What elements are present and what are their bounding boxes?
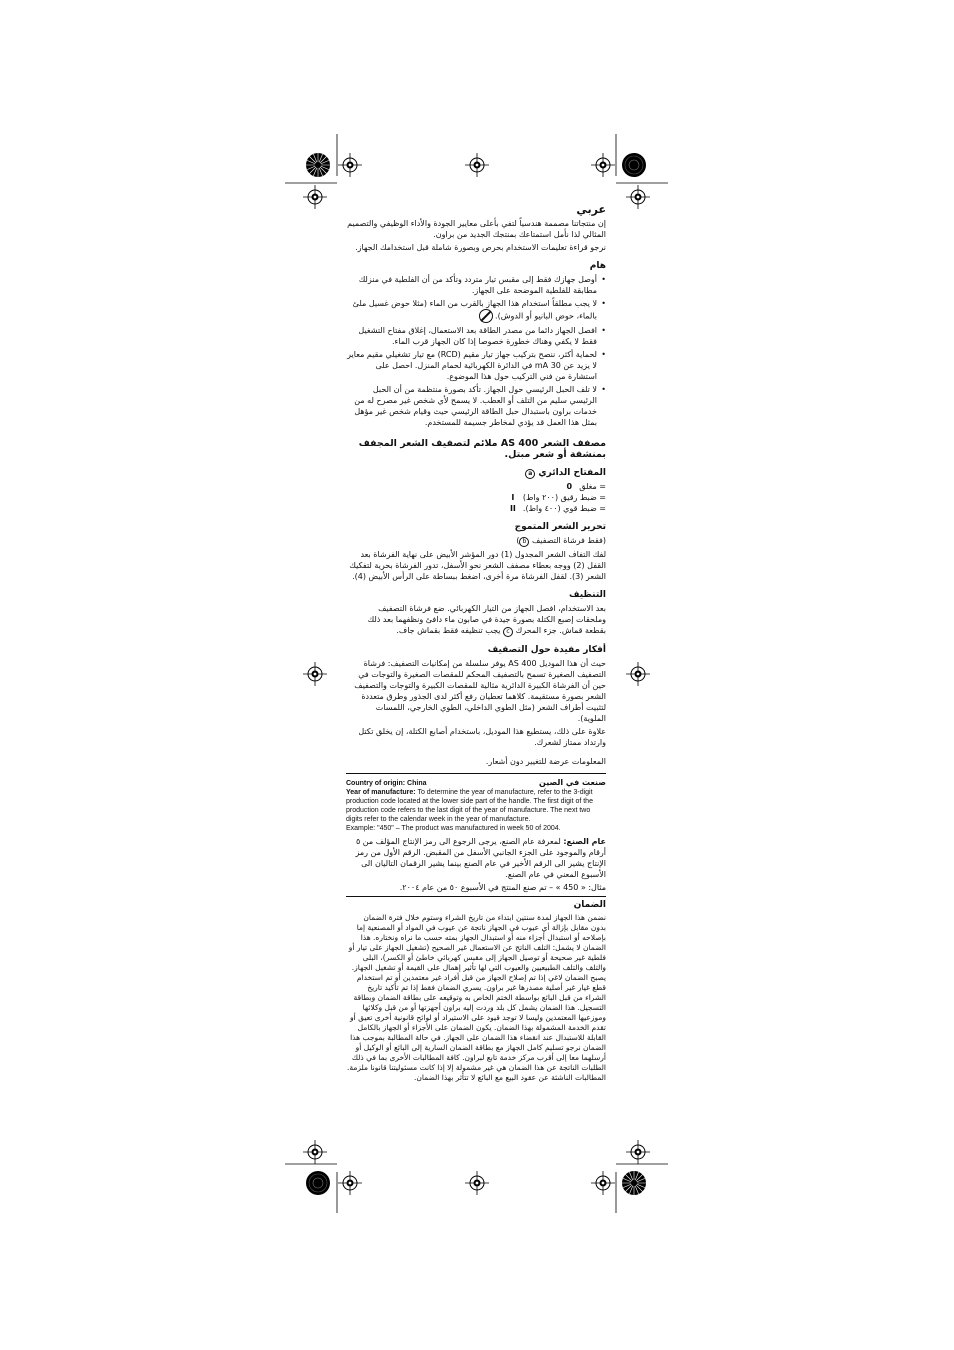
intro-paragraph-1: إن منتجاتنا مصممة هندسياً لتفي بأعلى معايير الجودة والأداء الوظيفي والتصميم المثالي لذا نأمل استمتاعك بمنتجك الجديد من براون. bbox=[347, 219, 606, 239]
year-ar-label: عام الصنع: bbox=[563, 837, 606, 846]
no-water-icon bbox=[479, 309, 493, 323]
tips-heading: أفكار مفيدة حول التصفيف bbox=[487, 645, 606, 655]
cleaning-text bbox=[346, 603, 606, 637]
switch-row bbox=[507, 503, 606, 514]
switch-text: = ضبط قوي (٤٠٠ واط). bbox=[522, 504, 606, 513]
origin-ar: صنعت في الصين bbox=[539, 778, 606, 787]
year-en-label: Year of manufacture: bbox=[346, 789, 416, 796]
release-subheading-text: (فقط فرشاة التصفيف bbox=[532, 536, 606, 545]
marker-a: a bbox=[525, 469, 535, 479]
origin-row bbox=[346, 777, 606, 788]
important-list bbox=[346, 274, 606, 428]
switch-symbol: II bbox=[509, 504, 516, 513]
switch-symbol: 0 bbox=[566, 482, 573, 491]
notice-text: المعلومات عرضة للتغيير دون أشعار. bbox=[485, 757, 606, 766]
switch-row bbox=[507, 492, 606, 503]
text-column bbox=[346, 204, 606, 1085]
year-ar bbox=[346, 836, 606, 880]
switch-heading-text: المفتاح الدائري bbox=[538, 468, 606, 478]
cleaning-heading: التنظيف bbox=[569, 590, 606, 600]
switch-text: = مغلق bbox=[579, 482, 606, 491]
year-ar-example: مثال: « 450 » – تم صنع المنتج في الأسبوع ٥٠ من عام ٢٠٠٤. bbox=[399, 883, 606, 892]
marker-c: c bbox=[503, 627, 513, 637]
important-item-text: لا يجب مطلقاً استخدام هذا الجهاز بالقرب من الماء (مثلا حوض غسيل ملئ بالماء، حوض البانيو أو الدوش). bbox=[352, 299, 597, 321]
intro-paragraph-2: نرجو قراءة تعليمات الاستخدام بحرص وبصورة شاملة قبل استخدامك الجهاز. bbox=[355, 243, 606, 252]
section-title: عربي bbox=[576, 203, 606, 216]
release-subheading-end: ) bbox=[516, 536, 520, 545]
important-item: • افصل الجهاز دائما من مصدر الطاقة بعد الاستعمال، إغلاق مفتاح التشغيل فقط لا يكفي وهناك خطورة خصوصا إذا كان الجهاز قرب الماء. bbox=[346, 325, 606, 347]
tips-text-1: حيث أن هذا الموديل AS 400 يوفر سلسلة من إمكانيات التصفيف: فرشاة التصفيف الصغيرة تسمح بالتصفيف المحكم للمقصات الصغيرة والتوجات في حين أن الفرشاة الكبيرة الدائرية مثالية للمقصات الكبيرة والتوجات والتصفيف الشعر بصورة مستقيمة. كلاهما تعطيان رفع أكثر لدى الجذور وطرق متعددة لتثبيت أطراف الشعر (مثل الطوي الداخلي، الطوي الخارجي، اللمسات الملوية). bbox=[354, 659, 606, 723]
important-item: • أوصل جهازك فقط إلى مقبس تيار متردد وتأكد من أن الفلطية في منزلك مطابقة للفلطية الموضحة على الجهاز. bbox=[346, 274, 606, 296]
switch-row bbox=[563, 481, 606, 492]
release-subheading bbox=[346, 535, 606, 547]
release-text: لفك التفاف الشعر المجدول (1) دور المؤشر الأبيض على نهاية الفرشاة بعد القفل (2) ووجه بعطاء مصفف الشعر نحو الأسفل، تدور الفرشاة بحرية لتفكيك الشعر (3). لقفل الفرشاة مرة أخرى، اضغط ببساطة على الرأس الأبيض (4). bbox=[349, 550, 606, 581]
marker-b: b bbox=[519, 537, 529, 547]
divider bbox=[346, 896, 606, 897]
switch-symbol: I bbox=[511, 493, 515, 502]
important-heading: هام bbox=[589, 261, 606, 271]
tips-text-2: علاوة على ذلك، يستطيع هذا الموديل، باستخدام أصابع الكتلة، إن يخلق تكتل وارتداد ممتاز لشعرك. bbox=[358, 727, 606, 747]
switch-heading bbox=[346, 468, 606, 479]
year-ar-text: لمعرفة عام الصنع، يرجى الرجوع الى رمز الإنتاج المؤلف من ٥ أرقام والموجود على الجزء الجانبي الأسفل من المقبض. الرقم الأول من رمز الإنتاج يشير الى الرقم الأخير في عام الصنع بينما يشير الرقمان التاليان الى الأسبوع المعني في عام الصنع. bbox=[355, 837, 606, 879]
year-en-text: To determine the year of manufacture, refer to the 3-digit production code located at the lower side part of the handle. The first digit of the production code refers to the last digit of the year of manufacture. The next two digits refer to the calendar week in the year of manufacture. bbox=[346, 789, 593, 823]
divider bbox=[346, 773, 606, 774]
cleaning-text-a: بعد الاستخدام، افصل الجهاز من التيار الكهربائي. ضع فرشاة التصفيف وملحقات إصبع الكتلة بصورة جيدة في صابون ماء دافئ ونظفهما بعد ذلك بقطعة قماش. جزء المحرك bbox=[367, 604, 606, 635]
release-heading: تحرير الشعر المتموج bbox=[514, 522, 606, 532]
important-item bbox=[346, 298, 606, 323]
important-item: • لحماية أكثر، ننصح بتركيب جهاز تيار مقيم (RCD) مع تيار تشغيلي مقيم معاير لا يزيد عن 30 mA في الدائرة الكهربائية لحمام المنزل. احصل على استشارة من فني التركيب حول هذا الموضوع. bbox=[346, 349, 606, 382]
switch-text: = ضبط رقيق (٢٠٠ واط) bbox=[522, 493, 606, 502]
cleaning-text-b: يجب تنظيفه فقط بقماش جاف. bbox=[396, 626, 501, 635]
year-en bbox=[346, 788, 606, 824]
warranty-heading: الضمان bbox=[573, 900, 606, 910]
switch-settings bbox=[346, 481, 606, 514]
year-en-example: Example: "450" – The product was manufactured in week 50 of 2004. bbox=[346, 825, 561, 832]
origin-en: Country of origin: China bbox=[346, 780, 427, 787]
product-heading: مصفف الشعر AS 400 ملائم لتصفيف الشعر المجفف بمنشفة أو شعر مبتل. bbox=[358, 438, 606, 460]
warranty-text: نضمن هذا الجهاز لمدة سنتين ابتداء من تاريخ الشراء وستوم خلال فترة الضمان بدون مقابل بإزالة أي عيوب في الجهاز ناتجة عن عيوب في المواد أو المصنعية إما بإصلاحه أو استبدال أجزاء منه أو استبدال الجهاز بمته حسب ما نراه ونختاره. هذا الضمان لا يشمل: التلف الناتج عن الاستعمال غير الصحيح (تشغيل الجهاز على تيار أو فلطية غير صحيحة أو توصيل الجهاز إلى مقبس كهربائي خاطئ أو الكسر)، البلى والتلف والتلف الطبيعيين والعيوب التي لها تأثير إهمال على القيمة أو تشغيل الجهاز. يصبح الضمان لاغي إذا تم إصلاح الجهاز من قبل أفراد غير معتمدين أو تم استخدام قطع غيار غير أصلية مصدرها غير براون. يسري الضمان فقط إذا تم تأكيد تاريخ الشراء من قبل البائع بواسطة الختم الخاص به وتوقيعه على بطاقة الضمان وبطاقة التسجيل. هذا الضمان يشمل كل بلد وردت إليه براون أجهزتها أو من قبل وكلائها وموزعيها المعتمدين وليسا لا توجد قيود على الاستيراد أو لوائح قانونية أخرى تعيق أو تقدم الخدمة المشمولة بهذا الضمان. يكون الضمان على الأجزاء أو الجهاز بالكامل القابلة للاستبدال عند انقضاء هذا الضمان على الجهاز. في حالة المطالبة بموجب هذا الضمان نرجو تسليم كامل الجهاز مع بطاقة الضمان السارية إلى البائع أو الوكيل أو أرسلهما معا إلى أقرب مركز خدمة تابع لبراون. كافة المطالبات الأخرى بما في ذلك الطلبات الناتجة عن هذا الضمان هي غير مشمولة إلا إذا كانت مسئوليتنا قانونا ملزمة. المطالبات الناشئة عن عقود البيع مع البائع لا تتأثر بهذا الضمان. bbox=[346, 913, 606, 1082]
important-item: • لا تلف الحبل الرئيسي حول الجهاز. تأكد بصورة منتظمة من أن الحبل الرئيسي سليم من التلف أو العطب. لا يسمح لأي شخص غير مصرح له من خدمات براون باستبدال حبل الطاقة الرئيسي حيث وقيام شخص غير مؤهل بمثل هذا العمل قد يؤدي لمخاطر جسيمة للمستخدم. bbox=[346, 384, 606, 428]
